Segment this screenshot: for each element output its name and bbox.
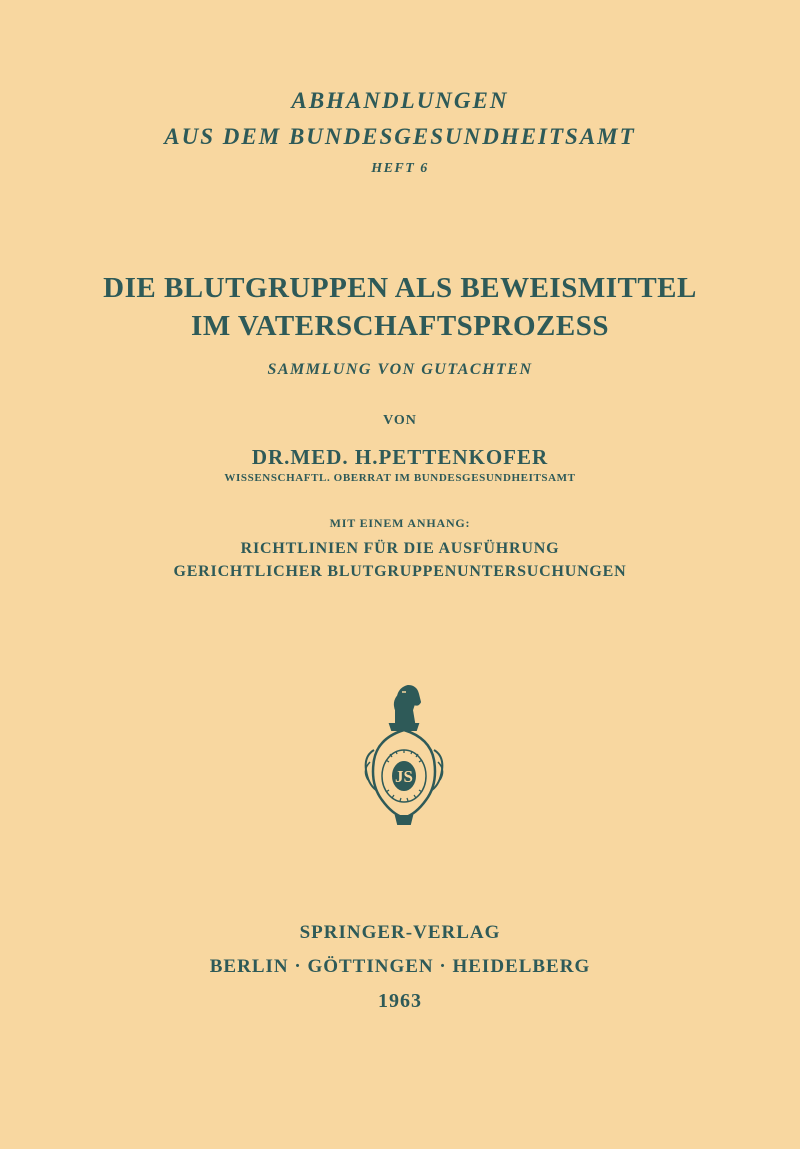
- author-name: DR.MED. H.PETTENKOFER: [251, 445, 549, 469]
- author-by-label: VON: [383, 413, 417, 428]
- series-title-line2: AUS DEM BUNDESGESUNDHEITSAMT: [164, 124, 636, 149]
- appendix-title-line1: RICHTLINIEN FÜR DIE AUSFÜHRUNG: [240, 540, 560, 557]
- logo-monogram: JS: [395, 767, 413, 786]
- publisher-cities: BERLIN · GÖTTINGEN · HEIDELBERG: [209, 956, 591, 977]
- appendix-title-line2: GERICHTLICHER BLUTGRUPPENUNTERSUCHUNGEN: [173, 563, 627, 580]
- series-issue: HEFT 6: [371, 161, 429, 176]
- book-title-line1: DIE BLUTGRUPPEN ALS BEWEISMITTEL: [103, 272, 697, 304]
- series-title-line1: ABHANDLUNGEN: [291, 88, 509, 113]
- book-subtitle: SAMMLUNG VON GUTACHTEN: [267, 361, 533, 378]
- springer-knight-emblem-icon: [360, 680, 448, 830]
- book-title-line2: IM VATERSCHAFTSPROZESS: [191, 310, 609, 342]
- appendix-intro: MIT EINEM ANHANG:: [329, 516, 471, 530]
- publication-year: 1963: [378, 990, 422, 1012]
- author-affiliation: WISSENSCHAFTL. OBERRAT IM BUNDESGESUNDHEITSAMT: [224, 472, 576, 484]
- publisher-name: SPRINGER-VERLAG: [299, 922, 501, 943]
